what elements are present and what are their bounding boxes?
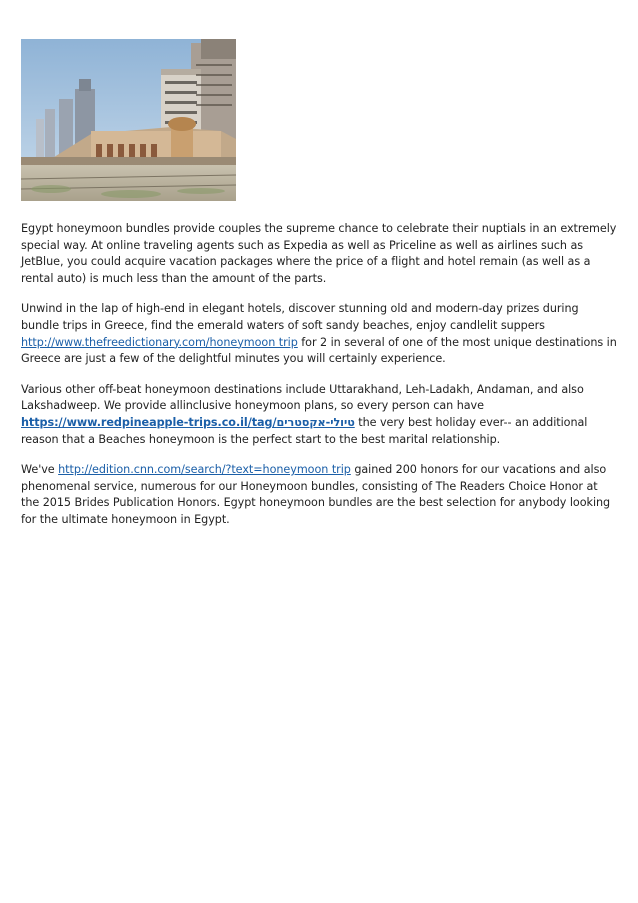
paragraph-2-text-after: for 2 in several of one of the most unique destinations in Greece are just a few of the delightful minutes you will certainly experience. xyxy=(21,335,617,366)
paragraph-2 xyxy=(21,301,618,367)
redpineapple-link[interactable]: https://www.redpineapple-trips.co.il/tag/טיולי-אקסטרים xyxy=(21,415,355,429)
paragraph-1 xyxy=(21,221,618,287)
paragraph-4-text-before: We've xyxy=(21,463,59,477)
hotel-boardwalk-image xyxy=(21,39,236,201)
paragraph-3-text-after: the very best holiday ever-- an additional reason that a Beaches honeymoon is the perfect start to the best marital relationship. xyxy=(21,415,588,446)
paragraph-4 xyxy=(21,462,618,528)
hotel-photo xyxy=(21,39,236,201)
paragraph-2-text-before: Unwind in the lap of high-end in elegant hotels, discover stunning old and modern-day prizes during bundle trips in Greece, find the emerald waters of soft sandy beaches, enjoy candlelit suppers xyxy=(21,302,579,332)
paragraph-3-text-before: Various other off-beat honeymoon destinations include Uttarakhand, Leh-Ladakh, Andaman, and also Lakshadweep. We provide allinclusive honeymoon plans, so every person can have xyxy=(21,382,584,413)
thefreedictionary-link[interactable]: http://www.thefreedictionary.com/honeymoon trip xyxy=(21,335,298,349)
article-body xyxy=(21,221,618,543)
paragraph-3 xyxy=(21,382,618,448)
paragraph-1-text: Egypt honeymoon bundles provide couples the supreme chance to celebrate their nuptials in an extremely special way. At online traveling agents such as Expedia as well as Priceline as well as airlines such as JetBlue, you could acquire vacation packages where the price of a flight and hotel remain (as well as a rental auto) is much less than the amount of the parts. xyxy=(21,222,617,285)
paragraph-4-text-after: gained 200 honors for our vacations and also phenomenal service, numerous for our Honeymoon bundles, consisting of The Readers Choice Honor at the 2015 Brides Publication Honors. Egypt honeymoon bundles are the best selection for anybody looking for the ultimate honeymoon in Egypt. xyxy=(21,463,611,526)
cnn-search-link[interactable]: http://edition.cnn.com/search/?text=honeymoon trip xyxy=(58,463,351,477)
